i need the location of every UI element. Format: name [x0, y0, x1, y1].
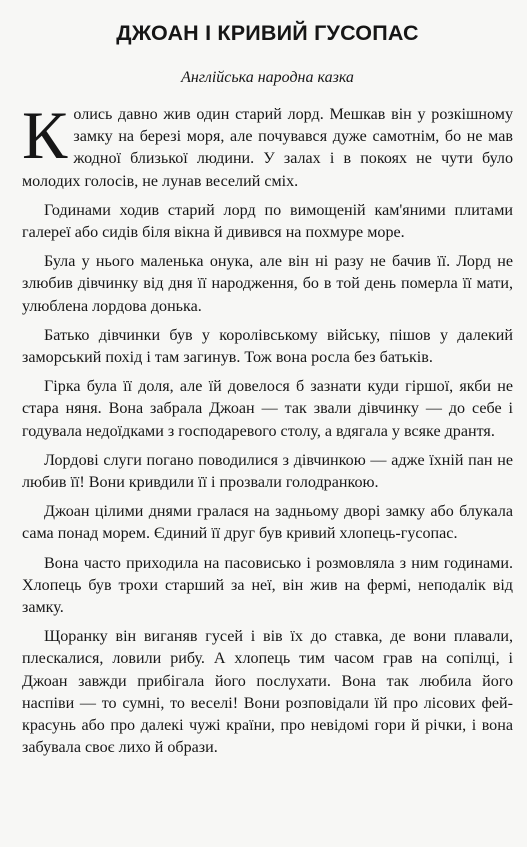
paragraph-7: Джоан цілими днями гралася на задньому дворі замку або блукала сама понад морем. Єдиний її друг був кривий хлопець-гусопас.: [22, 503, 513, 543]
paragraph-2: Годинами ходив старий лорд по вимощеній кам'яними плитами галереї або сидів біля вікна й дивився на похмуре море.: [22, 201, 513, 242]
story-title: ДЖОАН І КРИВИЙ ГУСОПАС: [116, 21, 419, 45]
paragraph-4: Батько дівчинки був у королівському війську, пішов у далекий заморський похід і там загинув. Тож вона росла без батьків.: [22, 326, 513, 367]
paragraph-3: Була у нього маленька онука, але він ні разу не бачив її. Лорд не злюбив дівчинку від дня її народження, бо в той день померла її мати, улюблена лордова донька.: [22, 253, 513, 315]
paragraph-8: Вона часто приходила на пасовисько і розмовляла з ним годинами. Хлопець був трохи старший за неї, він жив на фермі, неподалік від замку.: [22, 554, 513, 617]
drop-cap-letter: К: [22, 97, 68, 173]
paragraph-6: Лордові слуги погано поводилися з дівчинкою — адже їхній пан не любив її! Вони кривдили її і прозвали голодранкою.: [22, 451, 513, 492]
story-text: [22, 97, 513, 759]
paragraph-1: [22, 97, 513, 193]
story-subtitle: Англійська народна казка: [181, 69, 354, 86]
paragraph-5: Гірка була її доля, але їй довелося б зазнати куди гіршої, якби не стара няня. Вона забрала Джоан — так звали дівчинку — до себе і годувала недоїдками з господаревого столу, а вдягала у всяке дрантя.: [22, 378, 513, 440]
paragraph-1-text: олись давно жив один старий лорд. Мешкав він у розкішному замку на березі моря, але почувався дуже самотнім, бо не мав жодної близької людини. У залах і в покоях не чути було молодих голосів, не лунав веселий сміх.: [22, 106, 513, 190]
paragraph-9: Щоранку він виганяв гусей і вів їх до ставка, де вони плавали, плескалися, ловили рибу. А хлопець тим часом грав на сопілці, і Джоан завжди прибігала його послухати. Вона так любила його наспіви — то сумні, то веселі! Вони розповідали їй про лісових фей-красунь або про далекі чужі країни, про невідомі гори й річки, і вона забувала своє лихо й образи.: [22, 628, 513, 757]
